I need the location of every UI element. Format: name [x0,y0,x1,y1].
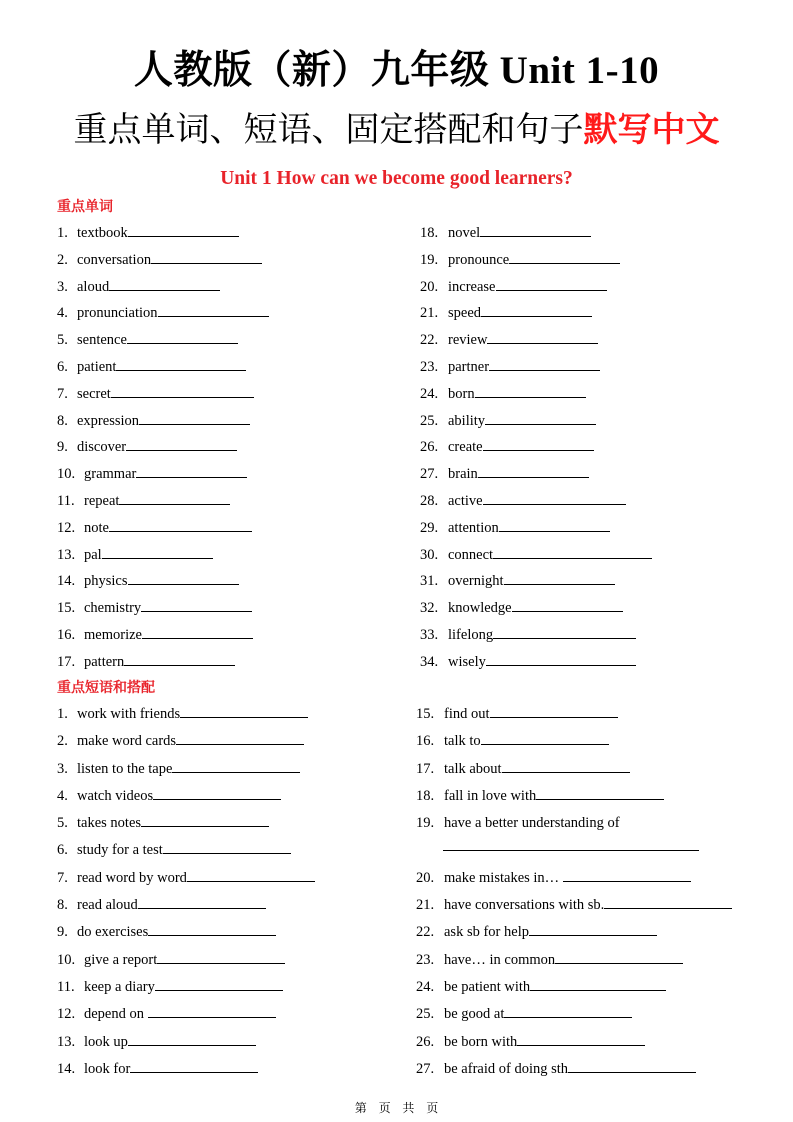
answer-blank[interactable] [141,597,252,612]
answer-blank[interactable] [139,410,250,425]
phrases-item [416,701,732,728]
item-term: lifelong [448,626,494,643]
item-number: 17. [416,760,435,777]
item-number: 12. [57,519,76,536]
page-subtitle [0,108,793,154]
item-number: 25. [420,412,439,429]
item-number: 6. [57,842,68,859]
item-term: talk to [444,733,481,750]
item-term: takes notes [77,815,142,832]
answer-blank[interactable] [119,490,230,505]
answer-blank[interactable] [128,1031,256,1046]
item-term: secret [77,385,111,402]
answer-blank[interactable] [509,249,620,264]
answer-blank[interactable] [128,222,239,237]
item-number: 16. [57,626,76,643]
page-title: 人教版（新）九年级 Unit 1-10 [133,49,660,92]
item-number: 4. [57,305,68,322]
phrases-item [416,1001,732,1028]
phrases-item [57,947,315,974]
words-item [57,568,269,595]
item-number: 21. [416,897,435,914]
item-term: active [448,492,483,509]
item-number: 2. [57,733,68,750]
answer-blank[interactable] [151,249,262,264]
item-term: make word cards [77,733,177,750]
words-item [57,515,269,542]
answer-blank[interactable] [111,383,254,398]
answer-blank[interactable] [493,624,636,639]
phrases-item [57,974,315,1001]
item-term: be patient with [444,978,531,995]
phrases-item [57,756,315,783]
answer-blank[interactable] [502,758,630,773]
item-number: 26. [420,439,439,456]
answer-blank[interactable] [504,570,615,585]
item-number: 6. [57,358,68,375]
phrases-item [416,919,732,946]
item-term: work with friends [77,706,181,722]
phrases-item [57,1029,315,1056]
item-number: 1. [57,706,68,722]
words-item [420,568,652,595]
item-term: sentence [77,332,127,349]
phrases-item [57,728,315,755]
item-number: 23. [416,951,435,968]
item-number: 8. [57,412,68,429]
words-right-list [420,220,652,676]
item-number: 10. [57,951,76,968]
answer-blank[interactable] [483,436,594,451]
item-term: partner [448,358,490,375]
words-item [420,408,652,435]
item-term: read word by word [77,869,187,886]
item-number: 3. [57,278,68,295]
item-number: 12. [57,1006,76,1023]
phrases-item [57,810,315,837]
words-item [420,649,652,676]
item-term: increase [448,278,496,295]
item-term: connect [448,546,494,563]
answer-blank[interactable] [478,463,589,478]
item-number: 7. [57,869,68,886]
words-item [57,247,269,274]
answer-blank[interactable] [176,730,304,745]
phrases-left-list [57,701,315,1083]
item-term: repeat [84,492,120,509]
words-item [420,327,652,354]
words-item [57,408,269,435]
item-term: listen to the tape [77,760,173,777]
item-number: 28. [420,492,439,509]
item-number: 31. [420,573,439,590]
item-number: 3. [57,760,68,777]
item-number: 32. [420,600,439,617]
answer-blank[interactable] [536,785,664,800]
answer-blank[interactable] [443,837,699,851]
item-term: discover [77,439,127,456]
answer-blank[interactable] [142,624,253,639]
answer-blank[interactable] [512,597,623,612]
item-number: 27. [416,1060,435,1077]
answer-blank[interactable] [517,1031,645,1046]
item-term: find out [444,706,490,722]
answer-blank[interactable] [604,894,732,909]
answer-blank[interactable] [555,949,683,964]
answer-blank[interactable] [172,758,300,773]
item-term: aloud [77,278,110,295]
phrases-item [57,837,315,864]
phrases-item [57,701,315,728]
item-term: look for [84,1060,131,1077]
item-number: 22. [416,924,435,941]
item-number: 30. [420,546,439,563]
answer-blank[interactable] [475,383,586,398]
item-number: 20. [420,278,439,295]
words-item [57,434,269,461]
item-number: 13. [57,1033,76,1050]
answer-blank[interactable] [487,329,598,344]
subtitle-main: 重点单词、短语、固定搭配和句子 [73,112,584,149]
item-number: 15. [57,600,76,617]
item-term: be afraid of doing sth [444,1060,569,1077]
item-term: brain [448,466,478,483]
words-item [57,354,269,381]
phrases-item [416,728,732,755]
item-term: note [84,519,109,536]
item-term: grammar [84,466,137,483]
words-item [420,247,652,274]
answer-blank[interactable] [109,276,220,291]
words-item [57,649,269,676]
item-number: 27. [420,466,439,483]
item-number: 24. [420,385,439,402]
phrases-item [57,865,315,892]
answer-blank[interactable] [148,921,276,936]
item-term: ask sb for help [444,924,529,941]
words-item [57,381,269,408]
answer-blank[interactable] [486,651,636,666]
item-term: speed [448,305,482,322]
item-term: pal [84,546,102,563]
answer-blank[interactable] [155,976,283,991]
words-item [420,595,652,622]
item-number: 25. [416,1006,435,1023]
item-number: 11. [57,978,75,995]
answer-blank[interactable] [493,544,652,559]
words-item [57,300,269,327]
item-term: knowledge [448,600,512,617]
answer-blank[interactable] [127,329,238,344]
subtitle-red: 默写中文 [583,112,720,149]
phrases-item [57,919,315,946]
words-item [420,488,652,515]
item-number: 33. [420,626,439,643]
item-term: attention [448,519,499,536]
answer-blank[interactable] [153,785,281,800]
item-number: 16. [416,733,435,750]
item-term: study for a test [77,842,163,859]
item-number: 2. [57,251,68,268]
answer-blank[interactable] [480,222,591,237]
item-term: make mistakes in… [444,869,563,886]
words-item [57,595,269,622]
item-number: 13. [57,546,76,563]
answer-blank[interactable] [529,921,657,936]
item-number: 5. [57,815,68,832]
item-number: 23. [420,358,439,375]
item-term: look up [84,1033,128,1050]
answer-blank[interactable] [157,949,285,964]
item-number: 21. [420,305,439,322]
item-term: have… in common [444,951,556,968]
item-number: 18. [420,225,439,241]
answer-blank[interactable] [124,651,235,666]
item-number: 11. [57,492,75,509]
item-number: 7. [57,385,68,402]
answer-blank[interactable] [116,356,246,371]
words-item [420,220,652,247]
answer-blank[interactable] [136,463,247,478]
phrases-item [57,1001,315,1028]
words-item [57,327,269,354]
words-item [57,622,269,649]
phrases-item [416,783,732,810]
phrases-right-list [416,701,732,1083]
answer-blank[interactable] [485,410,596,425]
item-number: 26. [416,1033,435,1050]
item-number: 29. [420,519,439,536]
item-term: do exercises [77,924,149,941]
item-term: watch videos [77,787,154,804]
item-number: 9. [57,439,68,456]
answer-blank[interactable] [496,276,607,291]
item-number: 5. [57,332,68,349]
words-item [57,274,269,301]
answer-blank[interactable] [138,894,266,909]
answer-blank[interactable] [102,544,213,559]
item-number: 14. [57,573,76,590]
item-term: read aloud [77,897,138,914]
item-term: chemistry [84,600,142,617]
item-term: overnight [448,573,504,590]
item-term: ability [448,412,486,429]
item-number: 24. [416,978,435,995]
item-term: pronounce [448,251,510,268]
item-number: 19. [416,815,435,832]
item-term: expression [77,412,140,429]
words-item [57,542,269,569]
answer-blank[interactable] [187,867,315,882]
phrases-item [416,1056,732,1083]
item-term: pattern [84,653,125,670]
item-term: talk about [444,760,502,777]
phrases-item [57,892,315,919]
phrases-item [416,974,732,1001]
phrases-item [416,756,732,783]
item-number: 18. [416,787,435,804]
answer-blank[interactable] [163,839,291,854]
answer-blank[interactable] [481,302,592,317]
item-term: have conversations with sb. [444,897,605,914]
answer-blank[interactable] [158,302,269,317]
words-item [420,515,652,542]
answer-blank[interactable] [490,703,618,718]
answer-blank[interactable] [530,976,666,991]
page-footer: 第 页 共 页 [354,1101,439,1115]
item-number: 8. [57,897,68,914]
answer-blank[interactable] [563,867,691,882]
words-item [420,622,652,649]
answer-blank[interactable] [130,1058,258,1073]
phrases-item [416,947,732,974]
item-number: 9. [57,924,68,941]
item-number: 20. [416,869,435,886]
answer-blank[interactable] [568,1058,696,1073]
item-term: be good at [444,1006,505,1023]
item-term: patient [77,358,117,375]
item-number: 17. [57,653,76,670]
words-heading: 重点单词 [57,199,113,215]
phrases-item [416,892,732,919]
item-term: have a better understanding of [444,815,620,832]
item-term: wisely [448,653,486,670]
answer-blank[interactable] [481,730,609,745]
phrases-item [416,1029,732,1056]
item-number: 4. [57,787,68,804]
words-item [420,354,652,381]
item-term: novel [448,225,481,241]
answer-blank[interactable] [148,1003,276,1018]
words-item [420,542,652,569]
phrases-heading: 重点短语和搭配 [57,680,155,696]
answer-blank[interactable] [504,1003,632,1018]
item-number: 34. [420,653,439,670]
phrases-item [416,810,732,865]
phrases-item [57,1056,315,1083]
item-term: create [448,439,483,456]
item-term: born [448,385,475,402]
answer-blank[interactable] [109,517,252,532]
words-item [57,220,269,247]
answer-blank[interactable] [499,517,610,532]
words-item [57,461,269,488]
item-number: 19. [420,251,439,268]
words-item [420,274,652,301]
words-item [420,300,652,327]
item-term: physics [84,573,128,590]
phrases-item [416,865,732,892]
item-term: conversation [77,251,152,268]
answer-blank[interactable] [483,490,626,505]
phrases-item [57,783,315,810]
item-term: pronunciation [77,305,158,322]
item-number: 10. [57,466,76,483]
item-term: fall in love with [444,787,537,804]
answer-blank[interactable] [128,570,239,585]
item-number: 15. [416,706,435,722]
item-number: 14. [57,1060,76,1077]
item-term: memorize [84,626,142,643]
words-item [57,488,269,515]
item-term: be born with [444,1033,518,1050]
item-term: depend on [84,1006,148,1023]
words-left-list [57,220,269,676]
item-number: 22. [420,332,439,349]
answer-blank[interactable] [126,436,237,451]
item-term: review [448,332,488,349]
words-item [420,434,652,461]
item-number: 1. [57,225,68,241]
words-item [420,461,652,488]
item-term: textbook [77,225,128,241]
answer-blank[interactable] [180,703,308,718]
answer-blank[interactable] [141,812,269,827]
answer-blank[interactable] [489,356,600,371]
unit-title: Unit 1 How can we become good learners? [220,168,573,189]
words-item [420,381,652,408]
item-term: give a report [84,951,158,968]
item-term: keep a diary [84,978,155,995]
